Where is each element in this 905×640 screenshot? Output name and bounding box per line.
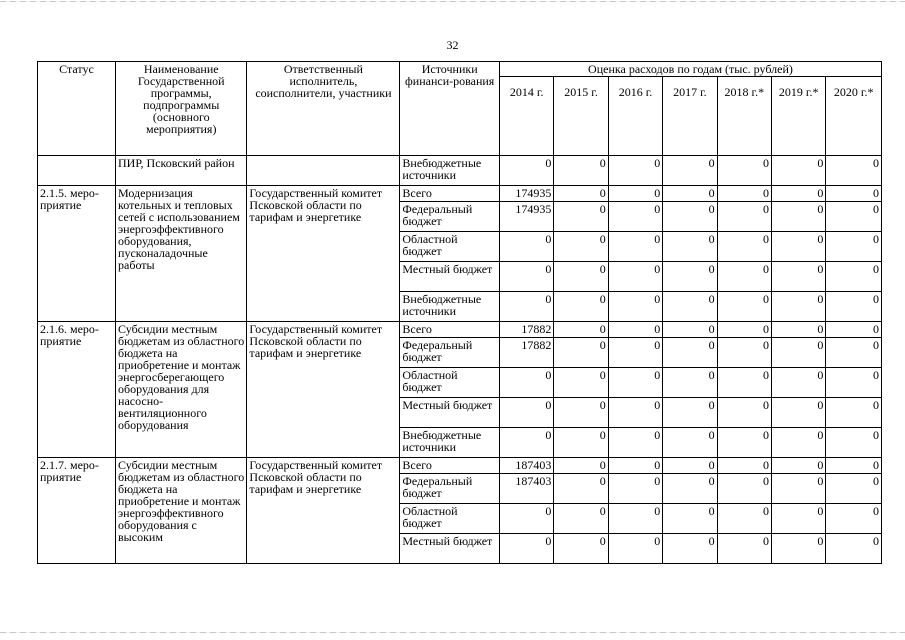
- value-cell: 0: [826, 292, 882, 322]
- value-cell: 0: [608, 292, 662, 322]
- value-cell: 0: [717, 534, 771, 564]
- header-sources: Источники финанси-рования: [400, 62, 500, 156]
- value-cell: 0: [499, 232, 553, 262]
- value-cell: 0: [663, 428, 717, 458]
- value-cell: 0: [663, 232, 717, 262]
- status-cell: [38, 156, 116, 186]
- value-cell: 0: [717, 322, 771, 338]
- value-cell: 0: [608, 262, 662, 292]
- responsible-cell: Государственный комитет Псковской области по тарифам и энергетике: [247, 186, 400, 322]
- value-cell: 0: [554, 504, 608, 534]
- value-cell: 0: [608, 504, 662, 534]
- source-cell: Всего: [400, 322, 500, 338]
- value-cell: 0: [717, 338, 771, 368]
- value-cell: 0: [772, 322, 826, 338]
- value-cell: 0: [772, 458, 826, 474]
- source-cell: Местный бюджет: [400, 262, 500, 292]
- value-cell: 0: [826, 504, 882, 534]
- value-cell: 0: [554, 292, 608, 322]
- source-cell: Федеральный бюджет: [400, 338, 500, 368]
- value-cell: 0: [772, 428, 826, 458]
- year-header: 2014 г.: [499, 77, 553, 156]
- year-header: 2016 г.: [608, 77, 662, 156]
- value-cell: 0: [608, 156, 662, 186]
- header-responsible: Ответственный исполнитель, соисполнители, участники: [247, 62, 400, 156]
- value-cell: 0: [826, 156, 882, 186]
- value-cell: 0: [554, 398, 608, 428]
- header-name: Наименование Государственной программы, подпрограммы (основного мероприятия): [116, 62, 247, 156]
- value-cell: 0: [499, 534, 553, 564]
- value-cell: 0: [499, 504, 553, 534]
- source-cell: Внебюджетные источники: [400, 292, 500, 322]
- value-cell: 0: [826, 428, 882, 458]
- responsible-cell: Государственный комитет Псковской области по тарифам и энергетике: [247, 322, 400, 458]
- value-cell: 0: [826, 322, 882, 338]
- value-cell: 0: [717, 458, 771, 474]
- value-cell: 0: [663, 322, 717, 338]
- value-cell: 0: [608, 186, 662, 202]
- value-cell: 0: [554, 368, 608, 398]
- year-header: 2015 г.: [554, 77, 608, 156]
- value-cell: 187403: [499, 458, 553, 474]
- value-cell: 0: [554, 262, 608, 292]
- value-cell: 0: [717, 368, 771, 398]
- source-cell: Областной бюджет: [400, 368, 500, 398]
- value-cell: 0: [663, 202, 717, 232]
- value-cell: 0: [608, 428, 662, 458]
- value-cell: 0: [499, 398, 553, 428]
- value-cell: 0: [663, 534, 717, 564]
- source-cell: Всего: [400, 458, 500, 474]
- program-name-cell: Модернизация котельных и тепловых сетей с использованием энергоэффективного оборудования, пусконаладочные работы: [116, 186, 247, 322]
- value-cell: 0: [554, 202, 608, 232]
- table-row: [38, 322, 882, 338]
- value-cell: 0: [826, 368, 882, 398]
- scan-edge-bottom: [0, 632, 905, 633]
- value-cell: 0: [772, 338, 826, 368]
- value-cell: 0: [772, 232, 826, 262]
- responsible-cell: [247, 156, 400, 186]
- value-cell: 17882: [499, 322, 553, 338]
- value-cell: 0: [826, 186, 882, 202]
- source-cell: Федеральный бюджет: [400, 202, 500, 232]
- table-row: [38, 186, 882, 202]
- source-cell: Федеральный бюджет: [400, 474, 500, 504]
- value-cell: 0: [717, 398, 771, 428]
- value-cell: 187403: [499, 474, 553, 504]
- header-row: [38, 62, 882, 77]
- value-cell: 0: [826, 262, 882, 292]
- value-cell: 0: [717, 504, 771, 534]
- value-cell: 0: [499, 428, 553, 458]
- table-row: [38, 458, 882, 474]
- value-cell: 0: [608, 338, 662, 368]
- page-number: 32: [446, 38, 459, 52]
- status-cell: 2.1.7. меро-приятие: [38, 458, 116, 564]
- value-cell: 0: [554, 186, 608, 202]
- year-header: 2019 г.*: [772, 77, 826, 156]
- value-cell: 0: [772, 368, 826, 398]
- value-cell: 0: [663, 156, 717, 186]
- value-cell: 0: [554, 428, 608, 458]
- value-cell: 17882: [499, 338, 553, 368]
- value-cell: 0: [663, 458, 717, 474]
- program-name-cell: Субсидии местным бюджетам из областного бюджета на приобретение и монтаж энергоэффективного оборудования с высоким: [116, 458, 247, 564]
- source-cell: Областной бюджет: [400, 232, 500, 262]
- value-cell: 0: [608, 368, 662, 398]
- header-status: Статус: [38, 62, 116, 156]
- year-header: 2018 г.*: [717, 77, 771, 156]
- value-cell: 0: [554, 232, 608, 262]
- scan-edge-top: [0, 1, 905, 2]
- value-cell: 0: [717, 292, 771, 322]
- source-cell: Местный бюджет: [400, 534, 500, 564]
- value-cell: 0: [772, 504, 826, 534]
- value-cell: 0: [663, 398, 717, 428]
- value-cell: 0: [717, 156, 771, 186]
- header-estimate: Оценка расходов по годам (тыс. рублей): [499, 62, 881, 77]
- value-cell: 0: [499, 262, 553, 292]
- value-cell: 0: [663, 262, 717, 292]
- value-cell: 0: [608, 202, 662, 232]
- value-cell: 0: [717, 474, 771, 504]
- value-cell: 0: [663, 474, 717, 504]
- program-name-cell: ПИР, Псковский район: [116, 156, 247, 186]
- value-cell: 0: [826, 232, 882, 262]
- value-cell: 0: [554, 156, 608, 186]
- value-cell: 0: [608, 322, 662, 338]
- value-cell: 0: [663, 292, 717, 322]
- status-cell: 2.1.6. меро-приятие: [38, 322, 116, 458]
- status-cell: 2.1.5. меро-приятие: [38, 186, 116, 322]
- value-cell: 0: [608, 534, 662, 564]
- table-body: [38, 62, 882, 564]
- value-cell: 0: [772, 474, 826, 504]
- value-cell: 0: [826, 534, 882, 564]
- value-cell: 0: [608, 474, 662, 504]
- value-cell: 0: [826, 202, 882, 232]
- value-cell: 0: [608, 398, 662, 428]
- value-cell: 0: [717, 428, 771, 458]
- value-cell: 0: [554, 458, 608, 474]
- continuation-row: [38, 156, 882, 186]
- value-cell: 0: [772, 186, 826, 202]
- value-cell: 0: [499, 368, 553, 398]
- value-cell: 0: [826, 458, 882, 474]
- value-cell: 0: [772, 202, 826, 232]
- value-cell: 0: [663, 504, 717, 534]
- value-cell: 0: [554, 534, 608, 564]
- value-cell: 0: [663, 338, 717, 368]
- source-cell: Внебюджетные источники: [400, 428, 500, 458]
- value-cell: 0: [717, 232, 771, 262]
- value-cell: 0: [499, 292, 553, 322]
- value-cell: 0: [826, 398, 882, 428]
- value-cell: 0: [772, 156, 826, 186]
- value-cell: 0: [772, 398, 826, 428]
- value-cell: 0: [717, 186, 771, 202]
- year-header: 2017 г.: [663, 77, 717, 156]
- value-cell: 0: [663, 186, 717, 202]
- value-cell: 0: [772, 262, 826, 292]
- program-name-cell: Субсидии местным бюджетам из областного бюджета на приобретение и монтаж энергосберегающего оборудования для насосно-вентиляционного оборудования: [116, 322, 247, 458]
- value-cell: 0: [772, 292, 826, 322]
- value-cell: 0: [499, 156, 553, 186]
- value-cell: 0: [554, 338, 608, 368]
- source-cell: Местный бюджет: [400, 398, 500, 428]
- value-cell: 0: [608, 232, 662, 262]
- source-cell: Всего: [400, 186, 500, 202]
- source-cell: Областной бюджет: [400, 504, 500, 534]
- value-cell: 174935: [499, 202, 553, 232]
- value-cell: 0: [717, 262, 771, 292]
- source-cell: Внебюджетные источники: [400, 156, 500, 186]
- value-cell: 174935: [499, 186, 553, 202]
- budget-table: [37, 61, 882, 564]
- value-cell: 0: [717, 202, 771, 232]
- value-cell: 0: [554, 474, 608, 504]
- value-cell: 0: [554, 322, 608, 338]
- responsible-cell: Государственный комитет Псковской области по тарифам и энергетике: [247, 458, 400, 564]
- value-cell: 0: [772, 534, 826, 564]
- value-cell: 0: [826, 338, 882, 368]
- value-cell: 0: [663, 368, 717, 398]
- value-cell: 0: [826, 474, 882, 504]
- value-cell: 0: [608, 458, 662, 474]
- year-header: 2020 г.*: [826, 77, 882, 156]
